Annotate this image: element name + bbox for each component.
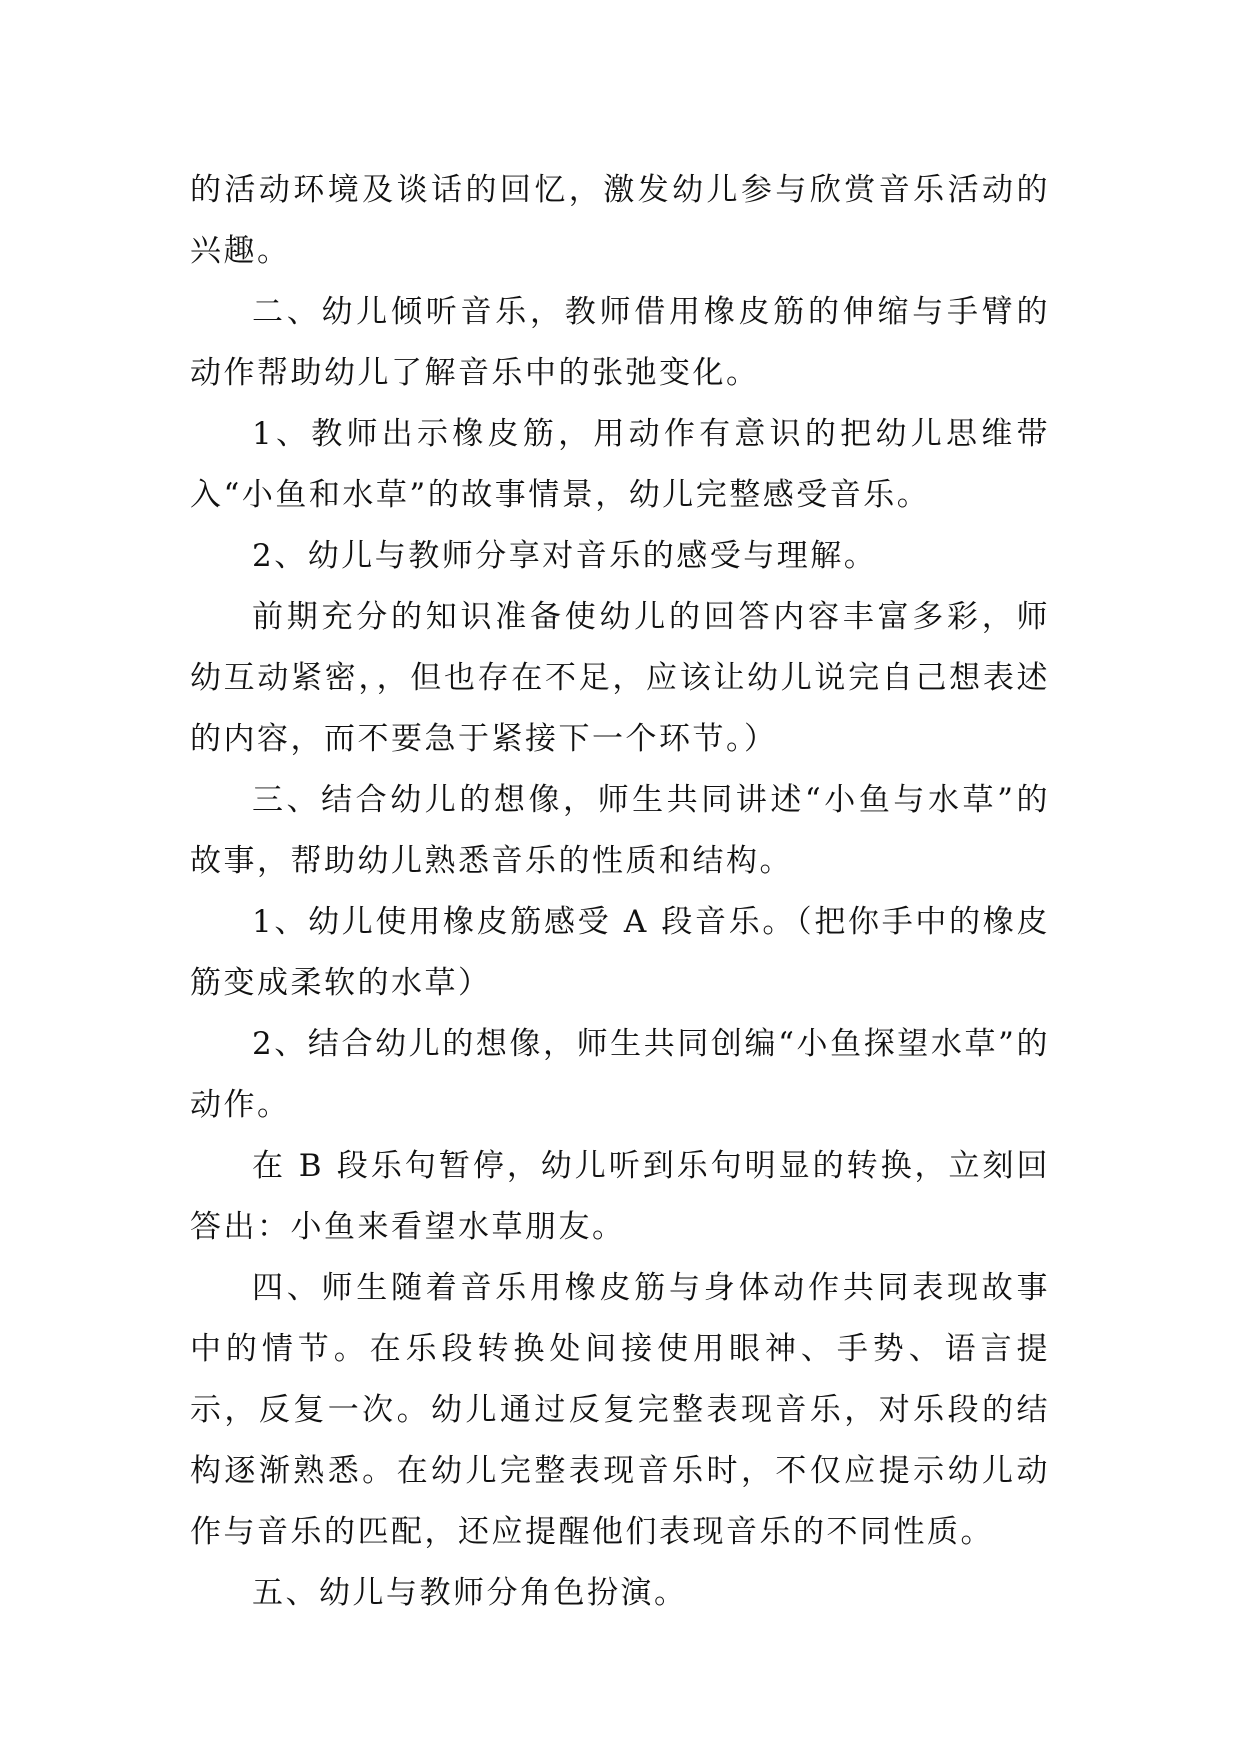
- paragraph-step-2-2: 2、幼儿与教师分享对音乐的感受与理解。: [252, 538, 878, 574]
- paragraph-step-3-1: 1、幼儿使用橡皮筋感受 A 段音乐。（把你手中的橡皮筋变成柔软的水草）: [190, 904, 1050, 1001]
- paragraph-continuation: 的活动环境及谈话的回忆，激发幼儿参与欣赏音乐活动的兴趣。: [190, 172, 1050, 269]
- paragraph-step-2: 二、幼儿倾听音乐，教师借用橡皮筋的伸缩与手臂的动作帮助幼儿了解音乐中的张弛变化。: [190, 294, 1050, 391]
- paragraph-reflection: 前期充分的知识准备使幼儿的回答内容丰富多彩，师幼互动紧密，，但也存在不足，应该让幼儿说完自己想表述的内容，而不要急于紧接下一个环节。）: [190, 599, 1050, 757]
- paragraph-step-4: 四、师生随着音乐用橡皮筋与身体动作共同表现故事中的情节。在乐段转换处间接使用眼神、手势、语言提示，反复一次。幼儿通过反复完整表现音乐，对乐段的结构逐渐熟悉。在幼儿完整表现音乐时，不仅应提示幼儿动作与音乐的匹配，还应提醒他们表现音乐的不同性质。: [190, 1270, 1050, 1550]
- document-body: [190, 160, 1050, 1624]
- paragraph-step-3-2: 2、结合幼儿的想像，师生共同创编“小鱼探望水草”的动作。: [190, 1026, 1050, 1123]
- paragraph-step-5: 五、幼儿与教师分角色扮演。: [252, 1575, 688, 1611]
- paragraph-step-2-1: 1、教师出示橡皮筋，用动作有意识的把幼儿思维带入“小鱼和水草”的故事情景，幼儿完整感受音乐。: [190, 416, 1050, 513]
- paragraph-section-b: 在 B 段乐句暂停，幼儿听到乐句明显的转换，立刻回答出：小鱼来看望水草朋友。: [190, 1148, 1050, 1245]
- paragraph-step-3: 三、结合幼儿的想像，师生共同讲述“小鱼与水草”的故事，帮助幼儿熟悉音乐的性质和结构。: [190, 782, 1050, 879]
